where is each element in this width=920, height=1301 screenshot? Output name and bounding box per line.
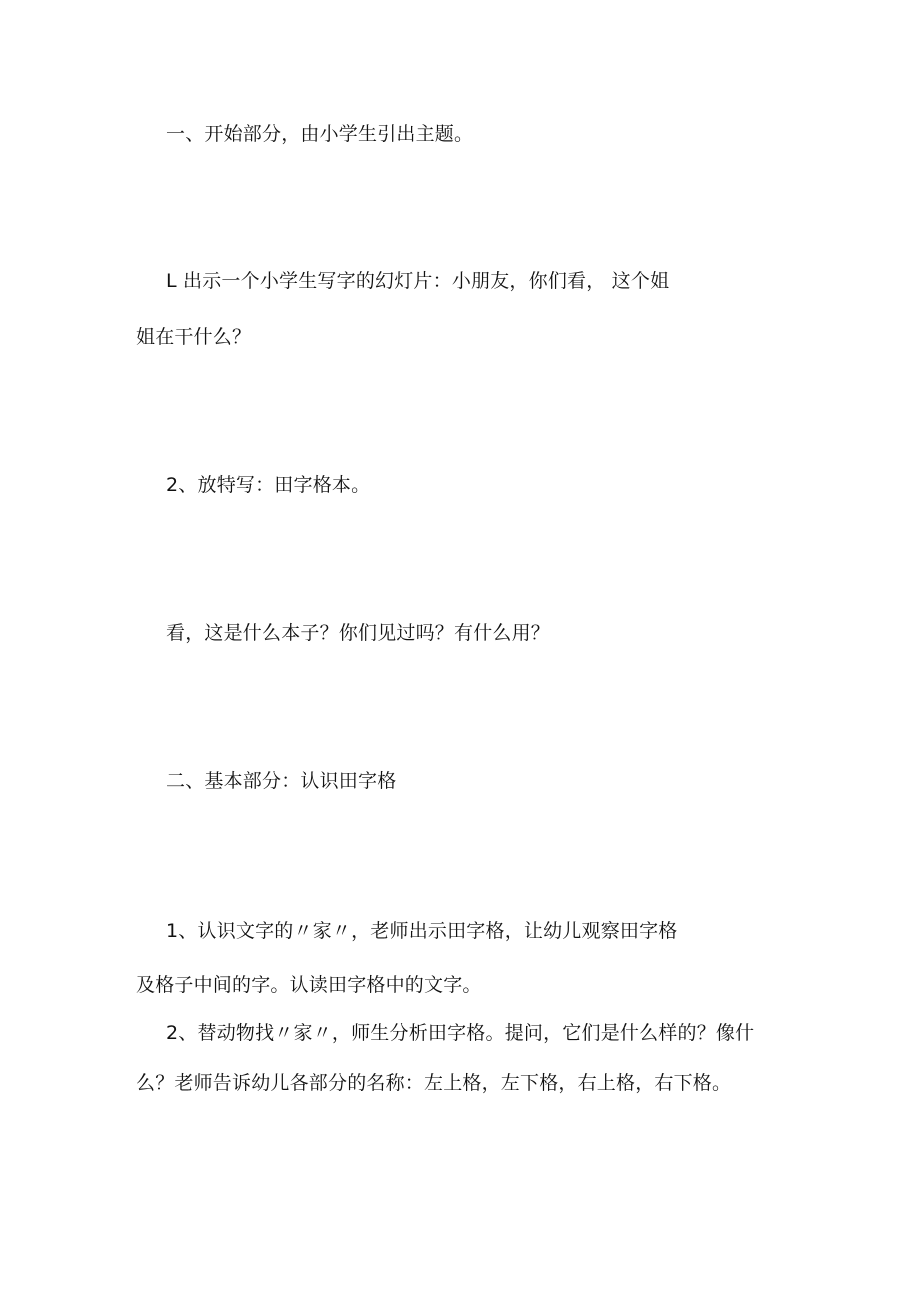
paragraph-slide-line-1: L 出示一个小学生写字的幻灯片：小朋友，你们看， 这个姐 xyxy=(166,270,670,292)
section-heading-opening: 一、开始部分，由小学生引出主题。 xyxy=(166,123,474,145)
section-heading-basic: 二、基本部分：认识田字格 xyxy=(166,770,397,792)
paragraph-animal-line-1: 2、替动物找〃家〃，师生分析田字格。提问，它们是什么样的？像什 xyxy=(166,1022,755,1044)
paragraph-closeup: 2、放特写：田字格本。 xyxy=(166,474,371,496)
paragraph-recognize-line-1: 1、认识文字的〃家〃，老师出示田字格，让幼儿观察田字格 xyxy=(166,920,678,942)
paragraph-question: 看，这是什么本子？你们见过吗？有什么用？ xyxy=(166,622,551,644)
paragraph-animal-line-2: 么？老师告诉幼儿各部分的名称：左上格，左下格，右上格，右下格。 xyxy=(136,1072,732,1094)
paragraph-recognize-line-2: 及格子中间的字。认读田字格中的文字。 xyxy=(136,974,482,996)
paragraph-slide-line-2: 姐在干什么？ xyxy=(136,326,252,348)
